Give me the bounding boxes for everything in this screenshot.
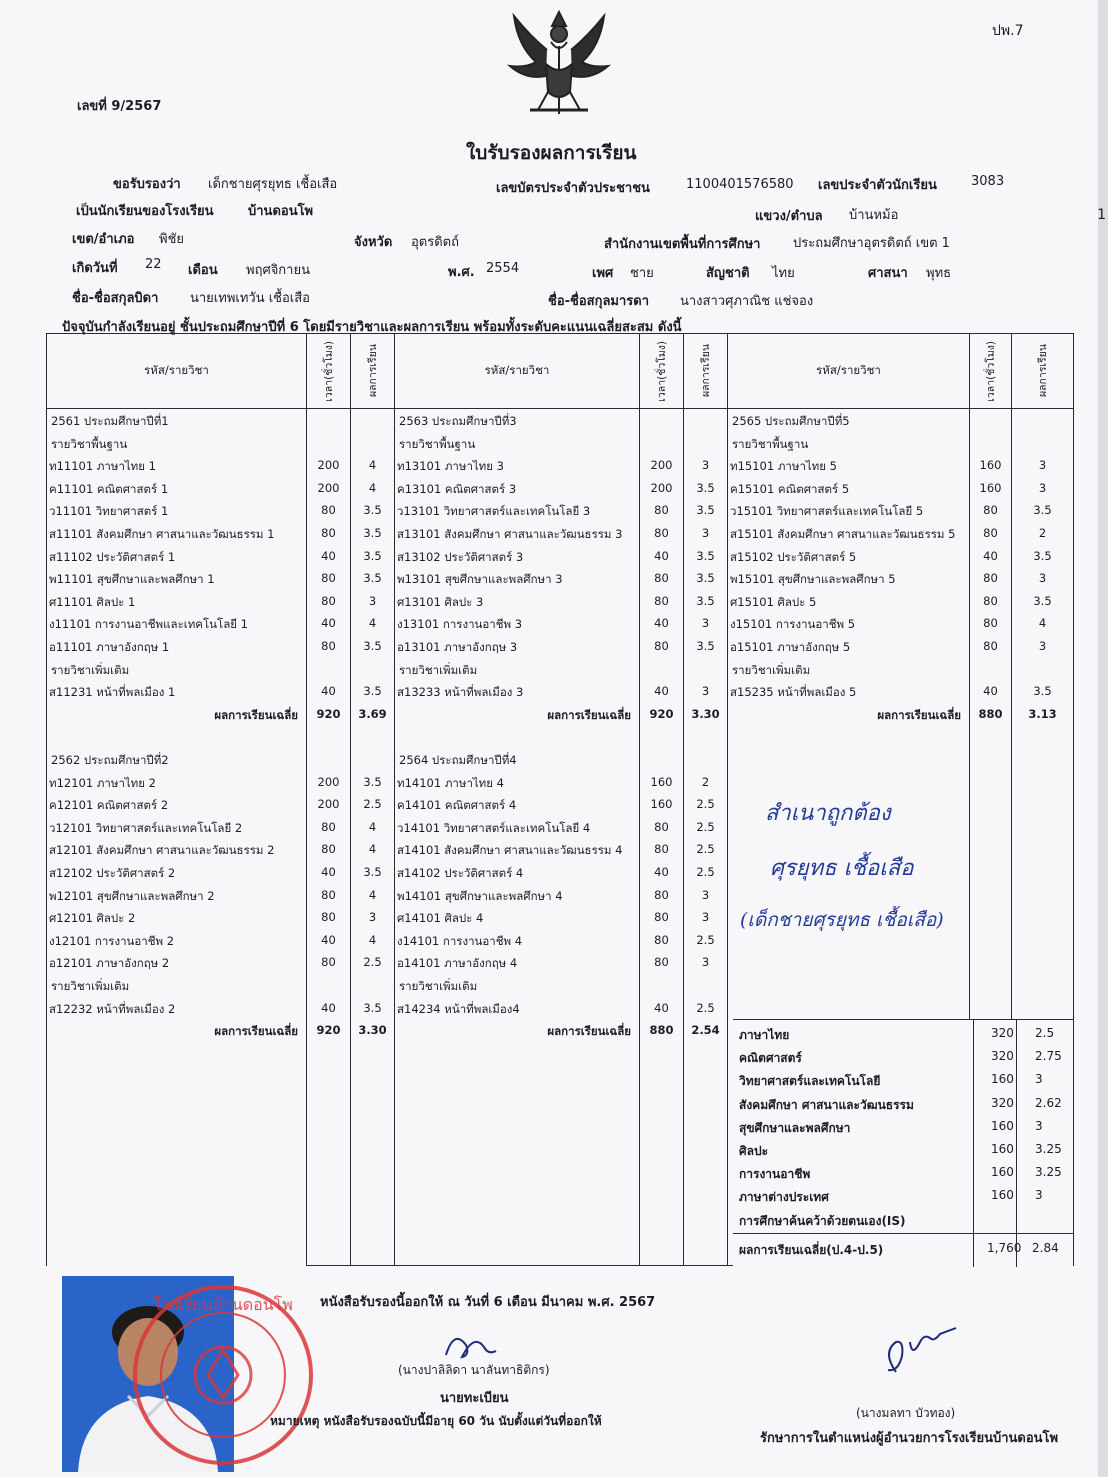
subject-grade: 4 [368, 819, 377, 834]
id-value: 1100401576580 [686, 177, 794, 192]
certify-label: ขอรับรองว่า [113, 177, 181, 192]
header-subject-2: รหัส/รายวิชา [395, 334, 640, 409]
subject-hours: 80 [654, 819, 669, 834]
subject-name: อ12101 ภาษาอังกฤษ 2 [49, 956, 170, 971]
subject-name: ท12101 ภาษาไทย 2 [49, 775, 156, 790]
subject-name: ว12101 วิทยาศาสตร์และเทคโนโลยี 2 [49, 820, 243, 835]
subject-hours: 80 [983, 526, 998, 540]
subject-name: ส14102 ประวัติศาสตร์ 4 [397, 866, 524, 880]
summary-grade: 3 [1035, 1188, 1043, 1203]
subject-hours: 80 [321, 503, 336, 518]
registrar-name: (นางปาลิลิดา นาลันทาธิติกร) [398, 1363, 550, 1377]
director-title: รักษาการในตำแหน่งผู้อำนวยการโรงเรียนบ้านดอนโพ [760, 1431, 1059, 1446]
document-number: เลขที่ 9/2567 [77, 99, 162, 114]
subject-grade: 3.5 [363, 865, 382, 879]
subject-hours: 80 [654, 571, 669, 586]
handwritten-signature: ศุรยุทธ เชื้อเสือ [770, 856, 914, 881]
subject-grade: 3.5 [363, 684, 382, 699]
registrar-signature-icon [440, 1325, 500, 1365]
subject-grade: 2.5 [696, 932, 715, 947]
summary-subject: วิทยาศาสตร์และเทคโนโลยี [739, 1074, 881, 1089]
average-label: ผลการเรียนเฉลี่ย [547, 1024, 631, 1039]
school-value: บ้านดอนโพ [248, 204, 314, 219]
subject-name: พ13101 สุขศึกษาและพลศึกษา 3 [397, 572, 563, 587]
year-heading: 2563 ประถมศึกษาปีที่3 [399, 414, 517, 428]
subdistrict-label: แขวง/ตำบล [755, 209, 823, 224]
month-label: เดือน [188, 263, 218, 278]
subject-name: ท11101 ภาษาไทย 1 [49, 459, 156, 474]
extra-subjects-label: รายวิชาเพิ่มเติม [732, 662, 811, 677]
father-value: นายเทพเทวัน เชื้อเสือ [190, 291, 310, 306]
subject-name: อ14101 ภาษาอังกฤษ 4 [397, 956, 518, 971]
subject-name: ว13101 วิทยาศาสตร์และเทคโนโลยี 3 [397, 504, 591, 519]
subject-grade: 3.5 [363, 1000, 382, 1015]
col2-subjects [395, 409, 639, 1265]
average-grade: 3.30 [358, 1023, 387, 1038]
subject-name: ง12101 การงานอาชีพ 2 [49, 933, 175, 948]
basic-subjects-label: รายวิชาพื้นฐาน [399, 436, 476, 451]
col1-subjects [47, 409, 306, 1266]
basic-subjects-label: รายวิชาพื้นฐาน [732, 436, 809, 451]
average-hours: 880 [978, 706, 1003, 721]
subject-hours: 40 [654, 684, 669, 699]
subject-hours: 80 [321, 910, 336, 925]
summary-hours: 160 [991, 1118, 1014, 1133]
summary-grade: 2.5 [1035, 1026, 1055, 1040]
subject-hours: 40 [654, 548, 669, 563]
subject-grade: 3.5 [696, 503, 715, 518]
subject-hours: 80 [654, 842, 669, 857]
average-grade: 3.30 [691, 706, 720, 721]
subject-name: ค12101 คณิตศาสตร์ 2 [49, 798, 169, 813]
document-title: ใบรับรองผลการเรียน [466, 142, 637, 164]
subject-hours: 40 [321, 1000, 336, 1015]
subdistrict-value: บ้านหม้อ [849, 208, 899, 223]
office-label: สำนักงานเขตพื้นที่การศึกษา [604, 237, 761, 252]
birth-day: 22 [145, 257, 162, 272]
subject-grade: 4 [368, 842, 377, 857]
school-label: เป็นนักเรียนของโรงเรียน [76, 204, 214, 219]
side-mark: 1 [1097, 207, 1106, 223]
subject-grade: 3.5 [363, 548, 382, 563]
subject-grade: 3.5 [696, 571, 715, 586]
col1-grades [351, 409, 394, 1265]
religion-value: พุทธ [926, 266, 952, 281]
average-grade: 3.69 [358, 706, 387, 721]
subject-name: ส13233 หน้าที่พลเมือง 3 [397, 685, 524, 700]
subject-hours: 40 [654, 1000, 669, 1015]
subject-name: ส15101 สังคมศึกษา ศาสนาและวัฒนธรรม 5 [730, 527, 956, 541]
subject-name: ง13101 การงานอาชีพ 3 [397, 617, 523, 632]
subject-name: ส11231 หน้าที่พลเมือง 1 [49, 685, 176, 700]
registrar-title: นายทะเบียน [440, 1391, 509, 1406]
header-grade-2: ผลการเรียน [684, 334, 728, 409]
subject-grade: 3 [368, 593, 377, 608]
subject-name: ท15101 ภาษาไทย 5 [730, 459, 837, 474]
extra-subjects-label: รายวิชาเพิ่มเติม [51, 979, 130, 993]
subject-hours: 80 [983, 616, 998, 631]
subject-name: ส13101 สังคมศึกษา ศาสนาและวัฒนธรรม 3 [397, 527, 623, 541]
sex-value: ชาย [630, 266, 654, 281]
year-heading: 2562 ประถมศึกษาปีที่2 [51, 753, 169, 767]
subject-grade: 3.5 [363, 639, 382, 653]
subject-name: ส11101 สังคมศึกษา ศาสนาและวัฒนธรรม 1 [49, 527, 275, 541]
subject-hours: 80 [321, 593, 336, 608]
subject-hours: 200 [650, 458, 673, 473]
director-name: (นางมลทา บัวทอง) [856, 1406, 956, 1420]
subject-hours: 40 [321, 865, 336, 879]
average-hours: 920 [316, 706, 341, 721]
subject-name: ค15101 คณิตศาสตร์ 5 [730, 481, 850, 496]
sex-label: เพศ [592, 266, 614, 281]
subject-hours: 80 [983, 639, 998, 653]
subject-name: ส15235 หน้าที่พลเมือง 5 [730, 685, 857, 700]
subject-hours: 80 [321, 639, 336, 653]
subject-name: พ14101 สุขศึกษาและพลศึกษา 4 [397, 888, 563, 903]
handwritten-copy-note: สำเนาถูกต้อง [765, 801, 891, 826]
subject-grade: 2.5 [363, 955, 382, 970]
subject-name: ส15102 ประวัติศาสตร์ 5 [730, 549, 857, 564]
subject-grade: 3.5 [1033, 548, 1052, 563]
subject-hours: 80 [654, 593, 669, 608]
subject-grade: 3.5 [363, 503, 382, 518]
average-grade: 2.54 [691, 1023, 720, 1038]
average-grade: 3.13 [1028, 706, 1057, 721]
birth-year: 2554 [486, 261, 520, 276]
issued-date: หนังสือรับรองนี้ออกให้ ณ วันที่ 6 เดือน มีนาคม พ.ศ. 2567 [320, 1295, 656, 1310]
subject-hours: 160 [650, 797, 673, 812]
subject-name: ง14101 การงานอาชีพ 4 [397, 933, 523, 948]
summary-grade: 3 [1035, 1072, 1043, 1087]
district-label: เขต/อำเภอ [72, 232, 135, 247]
subject-name: ง11101 การงานอาชีพและเทคโนโลยี 1 [49, 617, 248, 632]
father-label: ชื่อ-ชื่อสกุลบิดา [72, 291, 159, 306]
summary-hours: 160 [991, 1188, 1014, 1203]
year-heading: 2564 ประถมศึกษาปีที่4 [399, 753, 517, 767]
extra-subjects-label: รายวิชาเพิ่มเติม [399, 662, 478, 677]
subject-name: ส14101 สังคมศึกษา ศาสนาและวัฒนธรรม 4 [397, 843, 623, 858]
subject-name: อ13101 ภาษาอังกฤษ 3 [397, 640, 518, 654]
subject-grade: 3 [701, 955, 710, 970]
average-label: ผลการเรียนเฉลี่ย [214, 707, 298, 722]
subject-grade: 4 [368, 932, 377, 947]
subject-name: ส13102 ประวัติศาสตร์ 3 [397, 549, 524, 564]
subject-hours: 200 [317, 480, 340, 495]
summary-hours: 320 [991, 1095, 1014, 1110]
subject-grade: 3.5 [363, 571, 382, 586]
subject-name: ศ11101 ศิลปะ 1 [49, 594, 136, 609]
header-grade-1: ผลการเรียน [351, 334, 395, 409]
subject-hours: 80 [321, 571, 336, 586]
subject-grade: 2.5 [696, 797, 715, 812]
subject-grade: 3 [701, 458, 710, 473]
subject-grade: 4 [368, 458, 377, 473]
summary-hours: 160 [991, 1142, 1014, 1156]
subject-hours: 200 [650, 480, 673, 495]
subject-hours: 40 [321, 932, 336, 947]
statement: ปัจจุบันกำลังเรียนอยู่ ชั้นประถมศึกษาปีที่ 6 โดยมีรายวิชาและผลการเรียน พร้อมทั้งระดับคะแนนเฉลี่ยสะสม ดังนี้ [62, 320, 682, 335]
district-value: พิชัย [159, 232, 185, 247]
subject-name: พ11101 สุขศึกษาและพลศึกษา 1 [49, 572, 215, 587]
subject-hours: 160 [979, 458, 1002, 473]
subject-grade: 2.5 [363, 797, 382, 812]
summary-grade: 2.75 [1035, 1049, 1062, 1064]
subject-hours: 40 [321, 684, 336, 699]
subject-name: ศ14101 ศิลปะ 4 [397, 911, 484, 926]
subject-hours: 40 [983, 548, 998, 563]
handwritten-name: (เด็กชายศุรยุทธ เชื้อเสือ) [740, 909, 944, 931]
extra-subjects-label: รายวิชาเพิ่มเติม [399, 979, 478, 993]
subject-grade: 3 [1038, 639, 1047, 653]
summary-subject: ภาษาต่างประเทศ [739, 1190, 829, 1205]
subject-grade: 3 [701, 526, 710, 540]
extra-subjects-label: รายวิชาเพิ่มเติม [51, 662, 130, 677]
summary-hours: 160 [991, 1072, 1014, 1087]
subject-name: ค13101 คณิตศาสตร์ 3 [397, 481, 517, 496]
subject-grade: 2.5 [696, 865, 715, 879]
subject-grade: 3 [701, 616, 710, 631]
header-hours-1: เวลา(ชั่วโมง) [307, 334, 351, 409]
subject-hours: 80 [321, 955, 336, 970]
subject-hours: 80 [654, 526, 669, 540]
subject-hours: 200 [317, 774, 340, 789]
subject-hours: 80 [654, 910, 669, 925]
subject-name: ว14101 วิทยาศาสตร์และเทคโนโลยี 4 [397, 820, 591, 835]
summary-grade: 3 [1035, 1118, 1043, 1133]
subject-name: ส14234 หน้าที่พลเมือง4 [397, 1001, 520, 1016]
subject-grade: 3.5 [696, 639, 715, 653]
subject-name: ท14101 ภาษาไทย 4 [397, 775, 504, 790]
subject-grade: 3.5 [363, 526, 382, 540]
summary-subject: คณิตศาสตร์ [739, 1051, 802, 1066]
subject-hours: 40 [321, 548, 336, 563]
summary-total-hours: 1,760 [987, 1241, 1022, 1255]
subject-hours: 40 [654, 865, 669, 879]
summary-box [733, 1019, 1073, 1267]
subject-grade: 4 [1038, 616, 1047, 631]
subject-hours: 80 [654, 503, 669, 518]
summary-hours: 320 [991, 1026, 1014, 1040]
school-seal-icon [128, 1280, 318, 1470]
summary-grade: 2.62 [1035, 1095, 1062, 1110]
year-heading: 2561 ประถมศึกษาปีที่1 [51, 414, 169, 428]
summary-total-label: ผลการเรียนเฉลี่ย(ป.4-ป.5) [739, 1243, 884, 1257]
col2-hours [640, 409, 683, 1265]
subject-hours: 80 [321, 526, 336, 540]
subject-grade: 3.5 [696, 593, 715, 608]
subject-hours: 80 [654, 955, 669, 970]
subject-grade: 2.5 [696, 819, 715, 834]
subject-name: ท13101 ภาษาไทย 3 [397, 459, 504, 474]
subject-grade: 3 [1038, 480, 1047, 495]
student-no-value: 3083 [971, 174, 1005, 189]
birth-label: เกิดวันที่ [72, 261, 118, 276]
subject-hours: 200 [317, 458, 340, 473]
average-hours: 920 [316, 1023, 341, 1038]
subject-name: ส12101 สังคมศึกษา ศาสนาและวัฒนธรรม 2 [49, 843, 275, 858]
subject-name: ศ12101 ศิลปะ 2 [49, 911, 136, 926]
subject-grade: 3 [701, 684, 710, 699]
province-value: อุตรดิตถ์ [411, 235, 459, 250]
header-hours-2: เวลา(ชั่วโมง) [640, 334, 684, 409]
col2-grades [684, 409, 727, 1265]
subject-name: ส12102 ประวัติศาสตร์ 2 [49, 866, 176, 880]
summary-subject: สุขศึกษาและพลศึกษา [739, 1120, 851, 1135]
average-label: ผลการเรียนเฉลี่ย [214, 1024, 298, 1039]
subject-hours: 80 [321, 819, 336, 834]
subject-hours: 160 [650, 774, 673, 789]
subject-hours: 200 [317, 797, 340, 812]
summary-grade: 3.25 [1035, 1165, 1062, 1180]
summary-subject: การงานอาชีพ [739, 1167, 811, 1182]
subject-grade: 4 [368, 887, 377, 902]
subject-name: ง15101 การงานอาชีพ 5 [730, 617, 856, 632]
summary-hours: 160 [991, 1165, 1014, 1180]
subject-name: ศ13101 ศิลปะ 3 [397, 594, 484, 609]
subject-grade: 2.5 [696, 842, 715, 857]
subject-hours: 40 [654, 616, 669, 631]
subject-grade: 2.5 [696, 1000, 715, 1015]
subject-name: ว15101 วิทยาศาสตร์และเทคโนโลยี 5 [730, 504, 924, 519]
subject-grade: 3 [1038, 458, 1047, 473]
table-header-row [47, 334, 1074, 409]
subject-grade: 3 [368, 910, 377, 925]
subject-name: ศ15101 ศิลปะ 5 [730, 594, 817, 609]
col1-hours [307, 409, 350, 1265]
subject-hours: 40 [983, 684, 998, 699]
mother-value: นางสาวศุภาณิช แช่จอง [680, 294, 814, 309]
summary-subject: ศิลปะ [739, 1144, 769, 1158]
average-hours: 920 [649, 706, 674, 721]
basic-subjects-label: รายวิชาพื้นฐาน [51, 436, 128, 451]
nationality-label: สัญชาติ [706, 266, 750, 281]
birth-month: พฤศจิกายน [246, 263, 310, 278]
subject-grade: 4 [368, 480, 377, 495]
subject-grade: 3.5 [696, 548, 715, 563]
subject-hours: 80 [983, 503, 998, 518]
subject-grade: 3.5 [1033, 503, 1052, 518]
subject-grade: 3.5 [696, 480, 715, 495]
subject-name: อ15101 ภาษาอังกฤษ 5 [730, 640, 851, 654]
summary-total-grade: 2.84 [1032, 1241, 1059, 1255]
student-no-label: เลขประจำตัวนักเรียน [818, 178, 937, 193]
subject-grade: 3 [701, 887, 710, 902]
header-hours-3: เวลา(ชั่วโมง) [970, 334, 1012, 409]
nationality-value: ไทย [772, 266, 795, 281]
subject-name: ค14101 คณิตศาสตร์ 4 [397, 798, 517, 813]
subject-grade: 3.5 [1033, 593, 1052, 608]
subject-hours: 80 [321, 887, 336, 902]
summary-subject: การศึกษาค้นคว้าด้วยตนเอง(IS) [739, 1213, 906, 1228]
svg-text:โรงเรียนบ้านดอนโพ: โรงเรียนบ้านดอนโพ [153, 1295, 293, 1314]
header-subject-3: รหัส/รายวิชา [728, 334, 970, 409]
subject-hours: 160 [979, 480, 1002, 495]
subject-name: ค11101 คณิตศาสตร์ 1 [49, 481, 169, 496]
header-grade-3: ผลการเรียน [1012, 334, 1074, 409]
subject-name: ส12232 หน้าที่พลเมือง 2 [49, 1001, 176, 1016]
subject-hours: 80 [983, 593, 998, 608]
subject-hours: 80 [654, 887, 669, 902]
id-label: เลขบัตรประจำตัวประชาชน [496, 181, 650, 196]
subject-grade: 3.5 [363, 774, 382, 789]
average-hours: 880 [649, 1023, 674, 1038]
subject-grade: 2 [1038, 526, 1047, 540]
subject-name: ว11101 วิทยาศาสตร์ 1 [49, 504, 169, 519]
subject-hours: 80 [321, 842, 336, 857]
subject-grade: 3 [701, 910, 710, 925]
director-signature-icon [876, 1312, 966, 1382]
subject-name: พ15101 สุขศึกษาและพลศึกษา 5 [730, 572, 896, 587]
subject-grade: 3 [1038, 571, 1047, 586]
subject-grade: 4 [368, 616, 377, 631]
subject-hours: 80 [654, 639, 669, 653]
subject-grade: 3.5 [1033, 684, 1052, 699]
student-name: เด็กชายศุรยุทธ เชื้อเสือ [208, 177, 338, 192]
summary-subject: สังคมศึกษา ศาสนาและวัฒนธรรม [739, 1097, 914, 1112]
form-code: ปพ.7 [992, 23, 1024, 39]
mother-label: ชื่อ-ชื่อสกุลมารดา [548, 294, 650, 309]
average-label: ผลการเรียนเฉลี่ย [877, 707, 961, 722]
subject-hours: 80 [983, 571, 998, 586]
year-heading: 2565 ประถมศึกษาปีที่5 [732, 414, 850, 428]
subject-name: พ12101 สุขศึกษาและพลศึกษา 2 [49, 888, 215, 903]
province-label: จังหวัด [354, 235, 393, 250]
religion-label: ศาสนา [868, 266, 908, 281]
summary-hours: 320 [991, 1049, 1014, 1064]
garuda-emblem-icon [500, 6, 618, 118]
header-subject-1: รหัส/รายวิชา [47, 334, 307, 409]
summary-grade: 3.25 [1035, 1142, 1062, 1156]
office-value: ประถมศึกษาอุตรดิตถ์ เขต 1 [793, 236, 950, 251]
average-label: ผลการเรียนเฉลี่ย [547, 707, 631, 722]
summary-subject: ภาษาไทย [739, 1028, 790, 1042]
subject-hours: 80 [654, 932, 669, 947]
subject-hours: 40 [321, 616, 336, 631]
subject-grade: 2 [701, 774, 710, 789]
subject-name: ส11102 ประวัติศาสตร์ 1 [49, 549, 176, 564]
year-label: พ.ศ. [448, 265, 475, 280]
subject-name: อ11101 ภาษาอังกฤษ 1 [49, 640, 170, 654]
validity-note: หมายเหตุ หนังสือรับรองฉบับนี้มีอายุ 60 วัน นับตั้งแต่วันที่ออกให้ [270, 1414, 602, 1428]
